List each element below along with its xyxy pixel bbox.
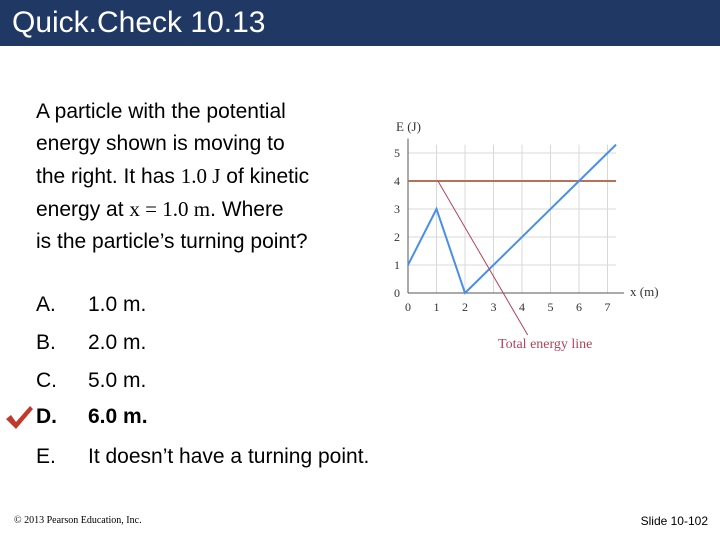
option-letter: D. xyxy=(36,405,57,428)
question-line-3a: the right. It has xyxy=(36,165,181,188)
y-tick-label: 5 xyxy=(394,146,400,160)
option-b[interactable] xyxy=(36,331,146,355)
title-bar xyxy=(0,0,720,46)
total-energy-annotation: Total energy line xyxy=(498,337,593,352)
x-tick-label: 3 xyxy=(490,300,497,314)
slide-title: Quick.Check 10.13 xyxy=(12,6,266,39)
question-line-3c: of kinetic xyxy=(220,165,310,188)
potential-energy-curve xyxy=(408,145,616,293)
checkmark-icon xyxy=(4,404,34,430)
x-tick-label: 1 xyxy=(433,300,440,314)
y-tick-label: 3 xyxy=(394,202,400,216)
position-value: x = 1.0 m xyxy=(129,197,211,221)
question-text xyxy=(36,96,366,258)
option-text: 6.0 m. xyxy=(88,405,148,428)
x-tick-label: 4 xyxy=(519,300,525,314)
x-tick-label: 2 xyxy=(462,300,468,314)
x-tick-label: 5 xyxy=(547,300,554,314)
kinetic-energy-value: 1.0 J xyxy=(180,164,221,188)
option-letter: A. xyxy=(36,293,56,316)
option-letter: B. xyxy=(36,331,56,354)
y-tick-label: 0 xyxy=(394,286,400,300)
x-axis-label: x (m) xyxy=(630,284,659,299)
option-text: 2.0 m. xyxy=(88,331,147,354)
option-d[interactable] xyxy=(36,405,148,429)
y-tick-label: 2 xyxy=(394,230,400,244)
x-tick-label: 6 xyxy=(576,300,582,314)
option-e[interactable] xyxy=(36,445,369,469)
option-text: 5.0 m. xyxy=(88,369,147,392)
x-tick-label: 0 xyxy=(405,300,411,314)
chart-grid xyxy=(408,139,624,293)
option-text: It doesn’t have a turning point. xyxy=(88,445,370,468)
slide-number: Slide 10-102 xyxy=(640,514,708,528)
question-line-4c: . Where xyxy=(210,198,284,221)
energy-graph xyxy=(380,110,680,370)
annotation-pointer xyxy=(438,181,528,335)
option-c[interactable] xyxy=(36,369,146,393)
question-line-4a: energy at xyxy=(36,198,130,221)
question-line-2: energy shown is moving to xyxy=(36,132,285,155)
copyright-notice: © 2013 Pearson Education, Inc. xyxy=(14,515,142,526)
x-tick-label: 7 xyxy=(604,300,611,314)
option-a[interactable] xyxy=(36,293,146,317)
question-line-1: A particle with the potential xyxy=(36,100,286,123)
option-letter: E. xyxy=(36,445,56,468)
y-axis-label: E (J) xyxy=(396,119,421,134)
option-text: 1.0 m. xyxy=(88,293,147,316)
option-letter: C. xyxy=(36,369,57,392)
y-tick-label: 1 xyxy=(394,258,400,272)
question-line-5: is the particle’s turning point? xyxy=(36,230,308,253)
y-tick-label: 4 xyxy=(394,174,400,188)
